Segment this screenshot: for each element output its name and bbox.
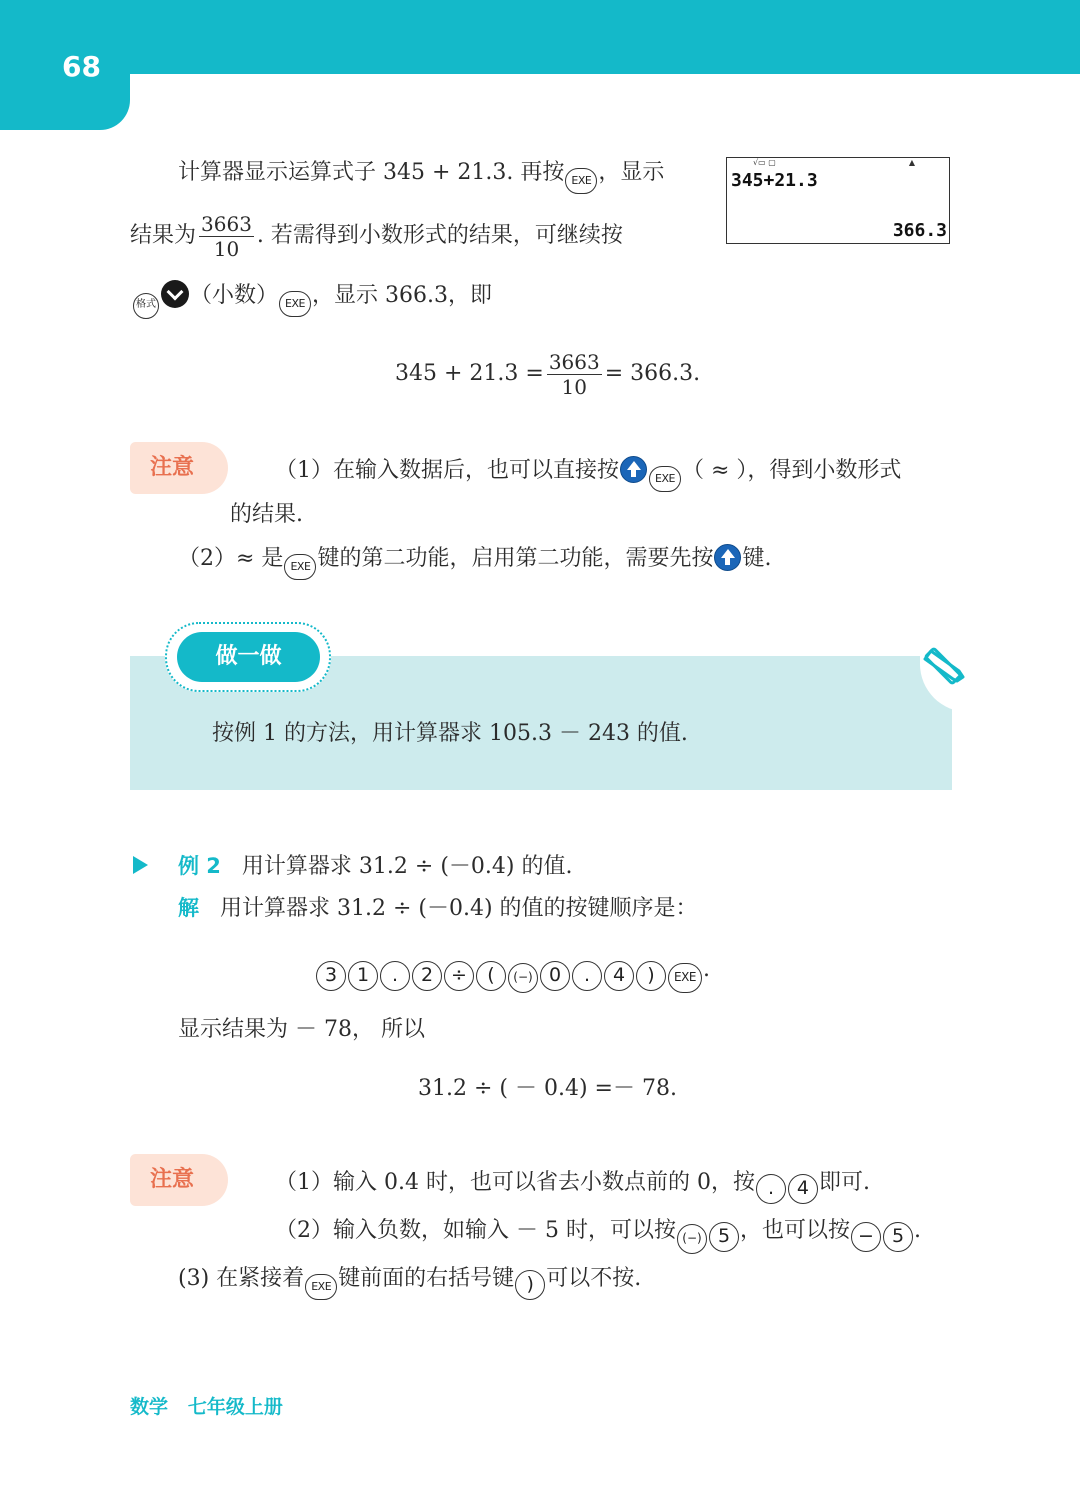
key-close-paren-icon: )	[636, 961, 666, 991]
note-badge: 注意	[130, 1154, 228, 1206]
key-negative-icon: (−)	[508, 963, 538, 993]
key-4-icon: 4	[788, 1174, 818, 1204]
activity-badge: 做一做	[177, 632, 320, 682]
footer	[130, 1392, 283, 1419]
shift-up-key-icon	[620, 456, 647, 483]
key-negative-icon: (−)	[677, 1224, 707, 1254]
note-badge: 注意	[130, 442, 228, 494]
footer-subject: 数学	[130, 1396, 169, 1418]
shift-up-key-icon	[714, 544, 741, 571]
key-3-icon: 3	[316, 961, 346, 991]
key-dot-icon: .	[380, 961, 410, 991]
equation-1: 345 + 21.3 = $\frac{3663}{10}$ = 366.3.	[395, 349, 701, 399]
screen-expression: 345+21.3	[731, 170, 818, 191]
key-2-icon: 2	[412, 961, 442, 991]
example2-line: 例 2 用计算器求 31.2 ÷ (－0.4) 的值.	[178, 854, 573, 879]
screen-result: 366.3	[892, 220, 947, 241]
exe-key-icon: EXE	[668, 963, 702, 993]
exe-key-icon: EXE	[565, 168, 597, 194]
page-number: 68	[62, 50, 101, 83]
equation-2: 31.2 ÷ ( － 0.4) =－ 78.	[418, 1076, 677, 1101]
play-arrow-icon	[133, 856, 148, 874]
solution-label: 解	[178, 896, 199, 920]
note2-item3: (3) 在紧接着 EXE 键前面的右括号键 ) 可以不按.	[178, 1264, 641, 1300]
exe-key-icon: EXE	[649, 466, 681, 492]
note1-item1: （1）在输入数据后，也可以直接按 EXE （ ≈ ），得到小数形式	[275, 456, 901, 492]
note2-item1: （1）输入 0.4 时，也可以省去小数点前的 0，按 . 4 即可.	[275, 1168, 870, 1204]
fraction: $\frac{3663}{10}$	[548, 349, 600, 399]
para1-line2: 结果为 $\frac{3663}{10}$ . 若需得到小数形式的结果，可继续按	[130, 211, 623, 261]
screen-triangle-icon: ▲	[908, 158, 915, 167]
solution-line: 解 用计算器求 31.2 ÷ (－0.4) 的值的按键顺序是：	[178, 896, 698, 921]
result-text: 显示结果为 － 78， 所以	[178, 1017, 425, 1042]
format-key-icon: 格式	[133, 293, 159, 319]
activity-text: 按例 1 的方法，用计算器求 105.3 － 243 的值.	[212, 721, 688, 746]
footer-grade: 七年级上册	[187, 1396, 283, 1418]
key-minus-icon: −	[851, 1222, 881, 1252]
key-close-paren-icon: )	[515, 1270, 545, 1300]
exe-key-icon: EXE	[284, 554, 316, 580]
key-dot-icon: .	[572, 961, 602, 991]
example-label: 例 2	[178, 854, 221, 878]
down-arrow-key-icon	[161, 280, 189, 308]
key-4-icon: 4	[604, 961, 634, 991]
calculator-screen	[726, 157, 950, 244]
note1-item2: （2）≈ 是 EXE 键的第二功能，启用第二功能，需要先按 键.	[178, 544, 771, 580]
note2-item2: （2）输入负数，如输入 － 5 时，可以按 (−) 5 ，也可以按 − 5 .	[275, 1216, 921, 1254]
note1-item1-cont: 的结果.	[230, 502, 303, 527]
key-dot-icon: .	[756, 1174, 786, 1204]
para1-line1: 计算器显示运算式子 345 + 21.3. 再按 EXE ，显示	[178, 158, 664, 194]
key-5-icon: 5	[709, 1222, 739, 1252]
key-divide-icon: ÷	[444, 961, 474, 991]
key-0-icon: 0	[540, 961, 570, 991]
para1-line3: 格式 （小数） EXE ，显示 366.3，即	[132, 280, 492, 319]
screen-indicator: √▭ ▢	[753, 158, 776, 167]
exe-key-icon: EXE	[279, 291, 311, 317]
exe-key-icon: EXE	[305, 1274, 337, 1300]
pencil-ruler-icon	[918, 642, 968, 690]
header-band	[0, 0, 1080, 74]
key-open-paren-icon: (	[476, 961, 506, 991]
key-1-icon: 1	[348, 961, 378, 991]
key-5-icon: 5	[883, 1222, 913, 1252]
fraction: $\frac{3663}{10}$	[201, 211, 252, 261]
key-sequence: 3 1 . 2 ÷ ( (−) 0 . 4 ) EXE .	[315, 953, 710, 987]
